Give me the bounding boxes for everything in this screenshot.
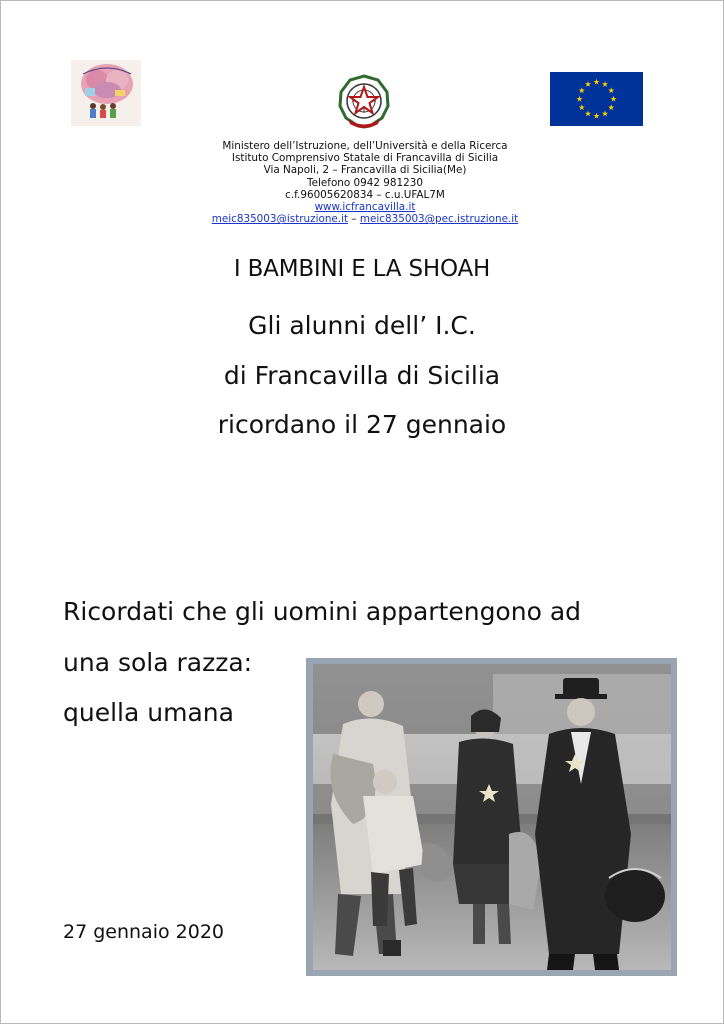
ministry-name: Ministero dell’Istruzione, dell’Università e della Ricerca bbox=[222, 140, 508, 152]
school-phone: Telefono 0942 981230 bbox=[307, 176, 423, 189]
letterhead bbox=[150, 140, 580, 225]
eu-flag-icon bbox=[550, 72, 643, 126]
page-title: I BAMBINI E LA SHOAH bbox=[233, 256, 491, 282]
subtitle-line-2: di Francavilla di Sicilia bbox=[223, 361, 501, 390]
italian-emblem-icon bbox=[334, 72, 394, 130]
quote-line-1: Ricordati che gli uomini appartengono ad bbox=[63, 597, 582, 626]
quote-line-3: quella umana bbox=[63, 698, 234, 727]
quote-line-2: una sola razza: bbox=[63, 648, 253, 677]
link-separator: – bbox=[348, 213, 360, 226]
school-address: Via Napoli, 2 – Francavilla di Sicilia(Me) bbox=[263, 164, 467, 177]
school-logo-icon bbox=[71, 60, 141, 126]
subtitle-line-3: ricordano il 27 gennaio bbox=[217, 410, 507, 439]
website-link[interactable]: www.icfrancavilla.it bbox=[314, 201, 416, 214]
subtitle-line-1: Gli alunni dell’ I.C. bbox=[248, 311, 476, 340]
school-name: Istituto Comprensivo Statale di Francavilla di Sicilia bbox=[231, 152, 499, 165]
historical-photo bbox=[313, 664, 671, 970]
pec-link[interactable]: meic835003@pec.istruzione.it bbox=[359, 213, 519, 226]
document-date: 27 gennaio 2020 bbox=[63, 921, 224, 943]
email-link[interactable]: meic835003@istruzione.it bbox=[211, 213, 349, 226]
fiscal-code: c.f.96005620834 – c.u.UFAL7M bbox=[285, 188, 445, 201]
